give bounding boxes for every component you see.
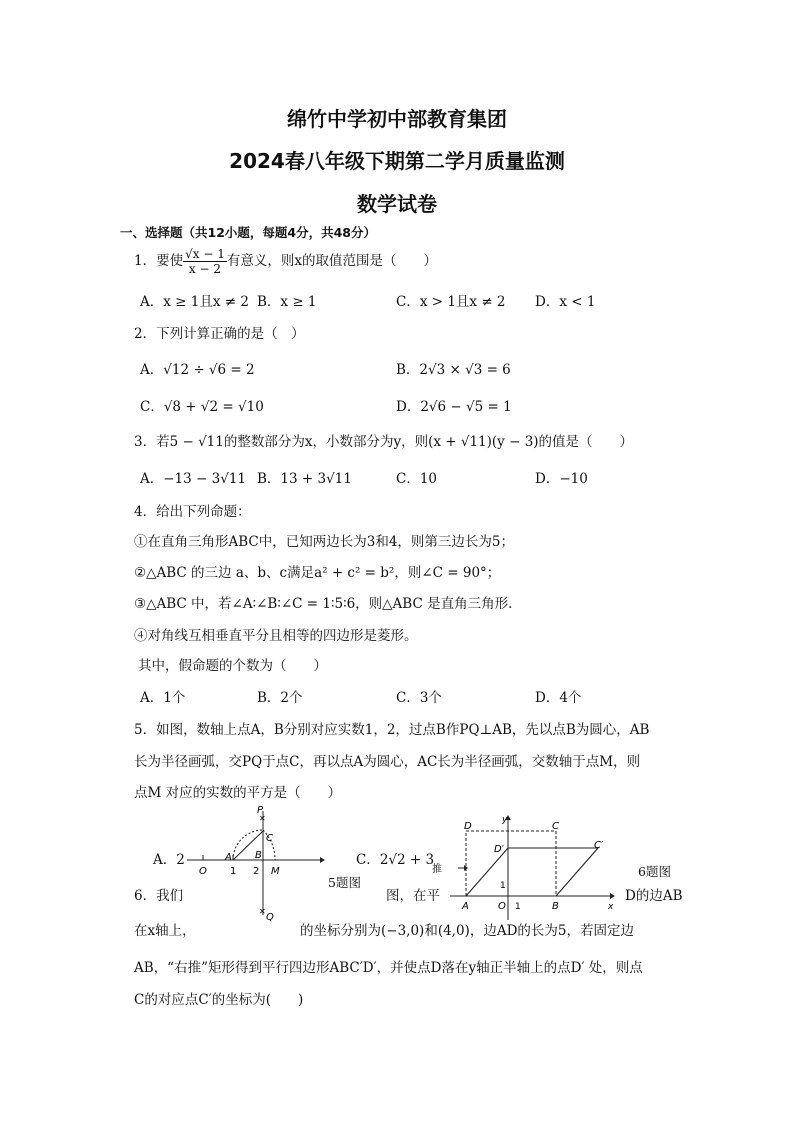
q5-option-c: C．2√2 + 3 xyxy=(356,852,435,868)
q3-option-b: B．13 + 3√11 xyxy=(257,471,352,487)
subject-title: 数学试卷 xyxy=(357,192,437,216)
label-a: A xyxy=(462,901,469,912)
label-x: x xyxy=(608,902,614,912)
label-o: O xyxy=(498,901,506,912)
q1-suffix: 有意义，则x的取值范围是（ ） xyxy=(226,253,437,269)
question-6-line-1c: D的边AB xyxy=(625,888,683,904)
label-y: y xyxy=(502,815,508,825)
question-6-line-1b: 图，在平 xyxy=(386,888,440,904)
question-6-line-1a: 6．我们 xyxy=(134,888,184,904)
question-6-line-2b: 的坐标分别为(−3,0)和(4,0)，边AD的长为5，若固定边 xyxy=(300,923,634,939)
question-4-stem: 4．给出下列命题： xyxy=(134,504,251,520)
q4-item-1: ①在直角三角形ABC中，已知两边长为3和4，则第三边长为5； xyxy=(134,534,515,550)
q1-prefix: 1．要使 xyxy=(134,253,184,269)
question-6-line-4: C的对应点C′的坐标为( ) xyxy=(134,992,304,1008)
label-d-prime: D′ xyxy=(494,844,504,855)
q4-option-a: A．1个 xyxy=(140,690,186,706)
label-push: 推 xyxy=(432,864,442,875)
q3-option-a: A．−13 − 3√11 xyxy=(140,471,247,487)
q6-coordinate-figure xyxy=(430,812,630,924)
q4-item-3: ③△ABC 中，若∠A∶∠B∶∠C = 1∶5∶6，则△ABC 是直角三角形. xyxy=(134,596,513,612)
label-c-prime: C′ xyxy=(594,840,604,851)
school-title: 绵竹中学初中部教育集团 xyxy=(287,107,507,131)
q5-number-line-figure xyxy=(185,803,325,923)
label-c: C xyxy=(266,833,273,844)
q2-option-d: D．2√6 − √5 = 1 xyxy=(396,399,512,415)
question-5-line-3: 点M 对应的实数的平方是（ ） xyxy=(134,785,342,801)
question-2-stem: 2．下列计算正确的是（ ） xyxy=(134,326,305,342)
cross-mark-top: ✕ xyxy=(259,814,266,823)
question-6-line-2a: 在x轴上， xyxy=(134,923,196,939)
question-1-stem xyxy=(134,247,437,276)
q4-item-2: ②△ABC 的三边 a、b、c满足a² + c² = b²，则∠C = 90°； xyxy=(134,565,501,581)
label-d: D xyxy=(464,821,472,832)
label-c: C xyxy=(552,821,559,832)
exam-title: 2024春八年级下期第二学月质量监测 xyxy=(229,149,565,173)
q1-fraction xyxy=(183,247,227,276)
label-a: A xyxy=(225,852,232,863)
q2-option-a: A．√12 ÷ √6 = 2 xyxy=(140,362,255,378)
q2-option-b: B．2√3 × √3 = 6 xyxy=(396,362,511,378)
q5-figure-caption: 5题图 xyxy=(328,875,361,890)
q3-option-d: D．−10 xyxy=(535,471,588,487)
label-m: M xyxy=(271,866,280,877)
q4-option-d: D．4个 xyxy=(535,690,582,706)
question-5-line-2: 长为半径画弧，交PQ于点C，再以点A为圆心，AC长为半径画弧，交数轴于点M，则 xyxy=(134,754,641,770)
section-heading: 一、选择题（共12小题，每题4分，共48分） xyxy=(120,225,376,240)
q4-option-c: C．3个 xyxy=(396,690,442,706)
label-p: P xyxy=(257,805,264,816)
q1-option-b: B．x ≥ 1 xyxy=(257,294,317,310)
q4-item-4: ④对角线互相垂直平分且相等的四边形是菱形。 xyxy=(134,628,418,644)
q4-option-b: B．2个 xyxy=(257,690,303,706)
label-q: Q xyxy=(266,912,274,923)
q1-option-a: A．x ≥ 1且x ≠ 2 xyxy=(140,294,249,310)
label-1: 1 xyxy=(230,866,237,877)
question-6-line-3: AB，“右推”矩形得到平行四边形ABC′D′，并使点D落在y轴正半轴上的点D′ 处，则点 xyxy=(134,960,643,976)
q1-frac-denominator: x − 2 xyxy=(188,262,221,276)
q1-option-d: D．x < 1 xyxy=(535,294,596,310)
label-2: 2 xyxy=(253,866,260,877)
number-line-arrow xyxy=(320,857,325,863)
label-b: B xyxy=(552,901,559,912)
q4-ask: 其中，假命题的个数为（ ） xyxy=(138,658,327,674)
q3-option-c: C．10 xyxy=(396,471,438,487)
q2-option-c: C．√8 + √2 = √10 xyxy=(140,399,264,415)
label-b: B xyxy=(255,850,262,861)
x-axis-arrow xyxy=(610,893,615,899)
cross-mark-bottom: ✕ xyxy=(259,907,266,916)
label-unit-y: 1 xyxy=(500,881,506,891)
q5-option-a: A．2 xyxy=(153,852,185,868)
question-3-stem: 3．若5 − √11的整数部分为x，小数部分为y，则(x + √11)(y − 3)的值是（ ） xyxy=(134,434,634,450)
label-unit-x: 1 xyxy=(515,902,521,912)
question-5-line-1: 5．如图，数轴上点A，B分别对应实数1，2，过点B作PQ⊥AB，先以点B为圆心，AB xyxy=(134,722,650,738)
q1-frac-numerator: √x − 1 xyxy=(185,247,225,261)
q6-figure-caption: 6题图 xyxy=(638,864,671,879)
label-o: O xyxy=(199,866,207,877)
original-rectangle xyxy=(466,831,556,896)
q1-option-c: C．x > 1且x ≠ 2 xyxy=(396,294,506,310)
parallelogram xyxy=(466,848,598,896)
